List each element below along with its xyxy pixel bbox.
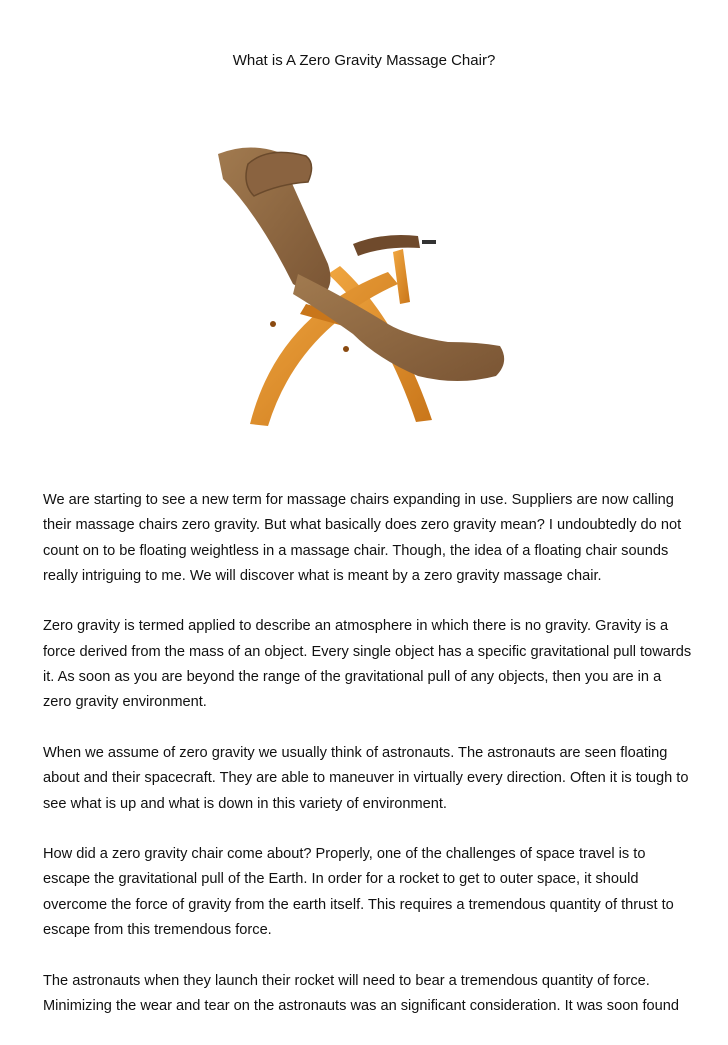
paragraph: When we assume of zero gravity we usually think of astronauts. The astronauts are seen floating about and their spacecraft. They are able to maneuver in virtually every direction. Often it is tough to see what is up and what is down in this variety of environment. (43, 744, 689, 812)
body-text (43, 488, 693, 1045)
paragraph: The astronauts when they launch their rocket will need to bear a tremendous quantity of force. Minimizing the wear and tear on the astronauts was an significant consideration. It was soon found (43, 972, 679, 1014)
paragraph: We are starting to see a new term for massage chairs expanding in use. Suppliers are now calling their massage chairs zero gravity. But what basically does zero gravity mean? I undoubtedly do not count on to be floating weightless in a massage chair. Though, the idea of a floating chair sounds really intriguing to me. We will discover what is meant by a zero gravity massage chair. (43, 492, 682, 584)
paragraph: Zero gravity is termed applied to describe an atmosphere in which there is no gravity. Gravity is a force derived from the mass of an object. Every single object has a specific gravitational pull towards it. As soon as you are beyond the range of the gravitational pull of any objects, then you are in a zero gravity environment. (43, 618, 692, 711)
paragraph: How did a zero gravity chair come about? Properly, one of the challenges of space travel is to escape the gravitational pull of the Earth. In order for a rocket to get to outer space, it should overcome the force of gravity from the earth itself. This requires a tremendous quantity of thrust to escape from this tremendous force. (43, 846, 674, 939)
page-title: What is A Zero Gravity Massage Chair? (232, 52, 496, 69)
chair-image (178, 124, 520, 457)
